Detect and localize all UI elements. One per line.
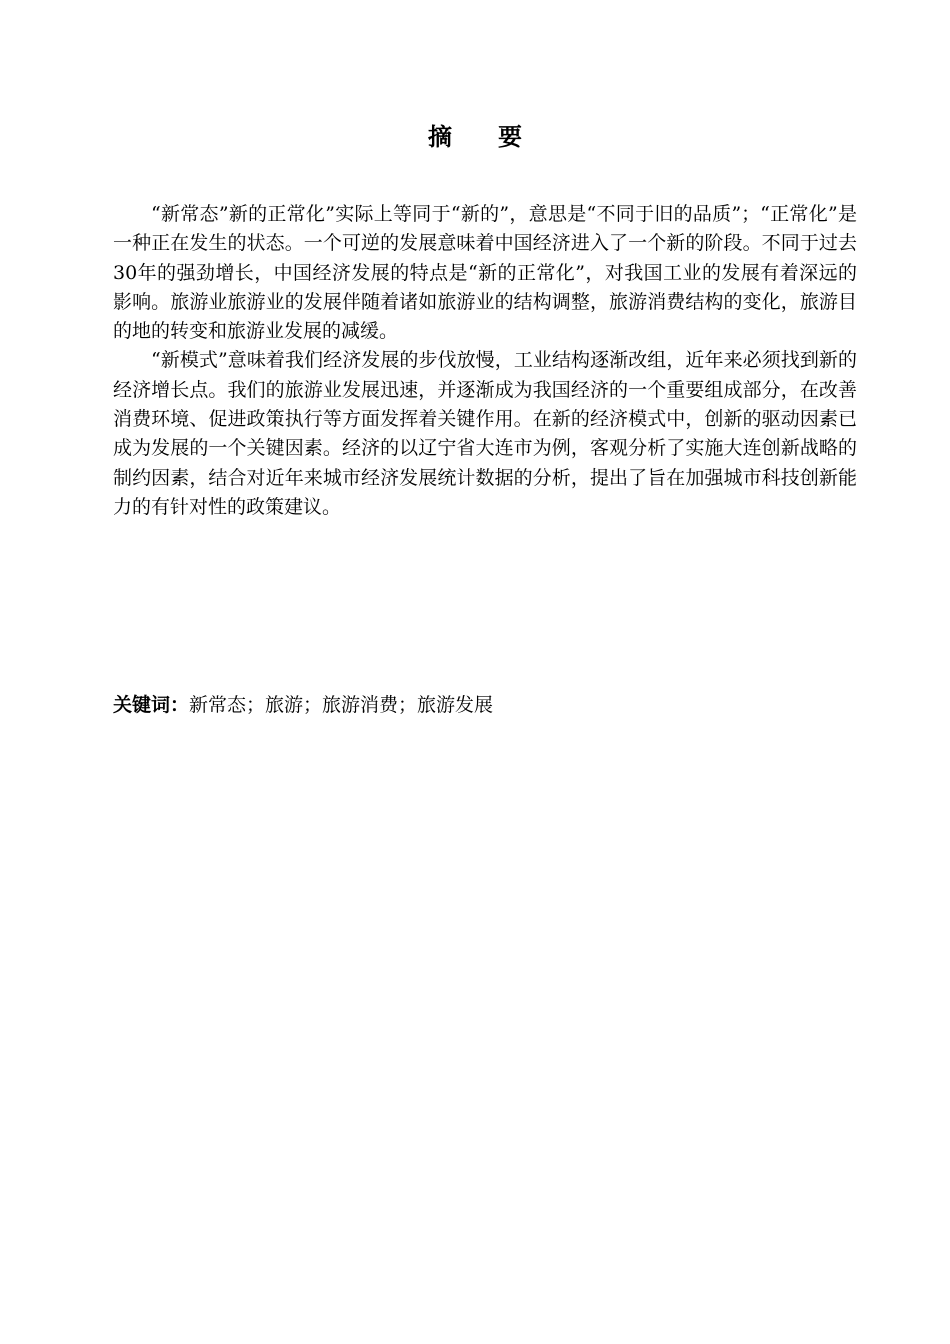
keywords-line: [113, 690, 857, 720]
page-title: 摘要: [428, 123, 568, 151]
abstract-paragraph-1: “新常态”新的正常化”实际上等同于“新的”，意思是“不同于旧的品质”；“正常化”是一种正在发生的状态。一个可逆的发展意味着中国经济进入了一个新的阶段。不同于过去30年的强劲增长，中国经济发展的特点是“新的正常化”，对我国工业的发展有着深远的影响。旅游业旅游业的发展伴随着诸如旅游业的结构调整，旅游消费结构的变化，旅游目的地的转变和旅游业发展的减缓。: [113, 203, 857, 343]
keywords-value: 新常态；旅游；旅游消费；旅游发展: [189, 694, 494, 716]
keywords-label: 关键词：: [113, 694, 190, 716]
abstract-body: [113, 200, 857, 522]
abstract-paragraph-2: “新模式”意味着我们经济发展的步伐放慢，工业结构逐渐改组，近年来必须找到新的经济增长点。我们的旅游业发展迅速，并逐渐成为我国经济的一个重要组成部分，在改善消费环境、促进政策执行等方面发挥着关键作用。在新的经济模式中，创新的驱动因素已成为发展的一个关键因素。经济的以辽宁省大连市为例，客观分析了实施大连创新战略的制约因素，结合对近年来城市经济发展统计数据的分析，提出了旨在加强城市科技创新能力的有针对性的政策建议。: [113, 349, 857, 518]
